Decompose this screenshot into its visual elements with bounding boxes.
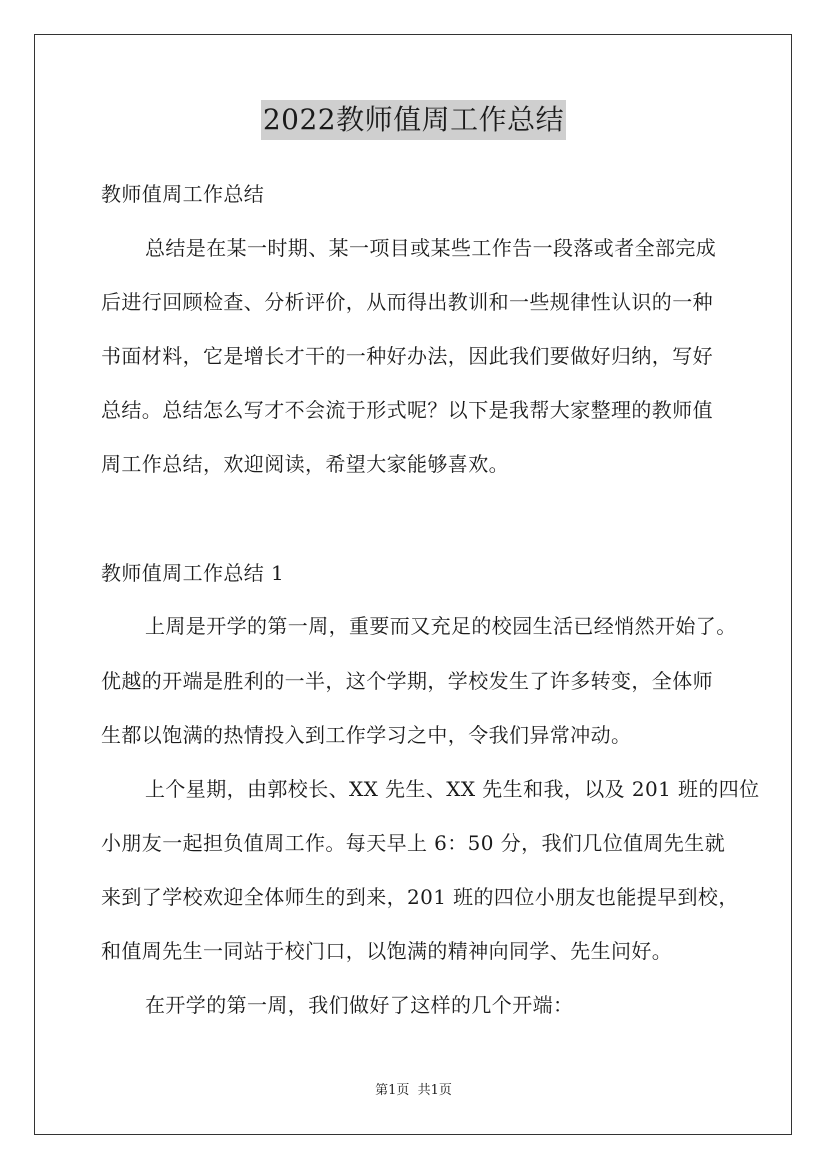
body-line: 上周是开学的第一周，重要而又充足的校园生活已经悄然开始了。 <box>145 614 737 638</box>
body-line: 小朋友一起担负值周工作。每天早上 6：50 分，我们几位值周先生就 <box>101 831 726 855</box>
title-container <box>0 100 827 140</box>
body-line: 来到了学校欢迎全体师生的到来，201 班的四位小朋友也能提早到校， <box>101 885 739 909</box>
body-line: 在开学的第一周，我们做好了这样的几个开端： <box>145 993 574 1017</box>
intro-line: 后进行回顾检查、分析评价，从而得出教训和一些规律性认识的一种 <box>101 290 713 314</box>
intro-line: 总结是在某一时期、某一项目或某些工作告一段落或者全部完成 <box>145 236 717 260</box>
document-subtitle: 教师值周工作总结 <box>101 182 265 206</box>
section-heading: 教师值周工作总结 1 <box>101 561 285 585</box>
body-line: 优越的开端是胜利的一半，这个学期，学校发生了许多转变，全体师 <box>101 669 713 693</box>
body-line: 和值周先生一同站于校门口，以饱满的精神向同学、先生问好。 <box>101 939 673 963</box>
intro-line: 周工作总结，欢迎阅读，希望大家能够喜欢。 <box>101 452 509 476</box>
intro-line: 总结。总结怎么写才不会流于形式呢？以下是我帮大家整理的教师值 <box>101 398 713 422</box>
page-number-footer: 第1页 共1页 <box>375 1083 452 1098</box>
body-line: 生都以饱满的热情投入到工作学习之中，令我们异常冲动。 <box>101 723 632 747</box>
document-title: 2022教师值周工作总结 <box>261 100 566 140</box>
intro-line: 书面材料，它是增长才干的一种好办法，因此我们要做好归纳，写好 <box>101 344 713 368</box>
body-line: 上个星期，由郭校长、XX 先生、XX 先生和我，以及 201 班的四位 <box>145 777 760 801</box>
